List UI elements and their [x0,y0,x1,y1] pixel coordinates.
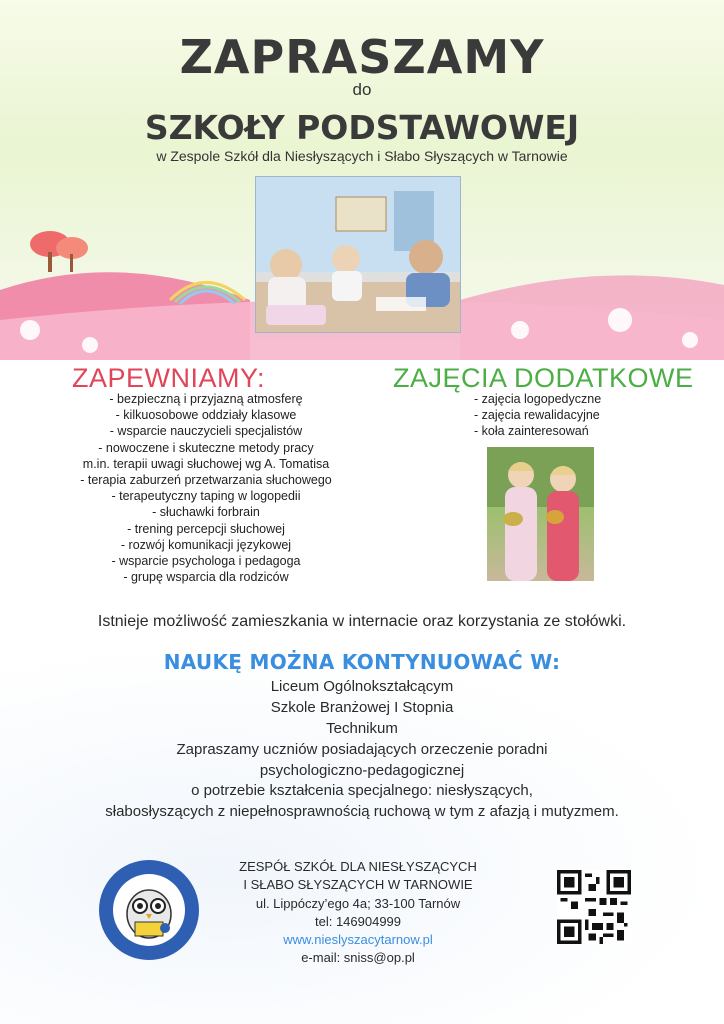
list-item: - rozwój komunikacji językowej [120,537,292,552]
tree-decoration [28,228,90,274]
list-item: m.in. terapii uwagi słuchowej wg A. Tomatisa [82,456,330,471]
invitation-text [70,740,654,822]
list-item: - terapeutyczny taping w logopedii [111,489,301,504]
children-photo [487,447,594,581]
school-subtitle: w Zespole Szkół dla Niesłyszących i Słabo Słyszących w Tarnowie [156,148,568,164]
extra-activities-list [474,391,674,440]
list-item: Szkole Branżowej I Stopnia [270,699,454,716]
website-link[interactable]: www.nieslyszacytarnow.pl [283,932,433,948]
list-item: - nowoczene i skuteczne metody pracy [98,440,314,455]
title-connector: do [352,80,372,99]
school-name-line: ZESPÓŁ SZKÓŁ DLA NIESŁYSZĄCYCH [239,859,477,874]
invitation-line: psychologiczno-pedagogicznej [259,761,465,779]
list-item: - wsparcie nauczycieli specjalistów [109,424,303,439]
guarantees-list [36,391,376,585]
invitation-line: słabosłyszących z niepełnosprawnością ruchową w tym z afazją i mutyzmem. [105,802,619,820]
classroom-photo [255,176,461,333]
lodging-info: Istnieje możliwość zamieszkania w internacie oraz korzystania ze stołówki. [97,613,627,630]
invitation-line: o potrzebie kształcenia specjalnego: niesłyszących, [191,782,533,799]
contact-block [228,858,488,968]
list-item: - grupę wsparcia dla rodziców [123,570,289,585]
list-item: - zajęcia logopedyczne [474,392,602,406]
school-name-line: I SŁABO SŁYSZĄCYCH W TARNOWIE [243,877,473,893]
list-item: - słuchawki forbrain [152,505,260,520]
guarantees-heading: ZAPEWNIAMY: [72,363,266,393]
list-item: Technikum [326,720,398,737]
continuation-list [0,676,724,739]
qr-code-icon [557,870,631,944]
list-item: - zajęcia rewalidacyjne [474,408,600,423]
school-owl-emblem-icon [97,858,201,962]
list-item: - bezpieczną i przyjazną atmosferę [109,392,303,406]
email[interactable]: e-mail: sniss@op.pl [301,950,415,966]
address: ul. Lippóczy’ego 4a; 33-100 Tarnów [255,895,461,911]
list-item: - kilkuosobowe oddziały klasowe [115,408,297,423]
continuation-heading: NAUKĘ MOŻNA KONTYNUOWAĆ W: [163,650,561,674]
list-item: - wsparcie psychologa i pedagoga [111,554,301,569]
phone: tel: 146904999 [314,913,402,929]
list-item: - terapia zaburzeń przetwarzania słuchowego [80,473,332,488]
extra-activities-heading: ZAJĘCIA DODATKOWE [393,363,694,393]
invitation-line: Zapraszamy uczniów posiadających orzeczenie poradni [176,741,548,758]
list-item: - koła zainteresowań [474,424,589,439]
list-item: - trening percepcji słuchowej [127,521,285,536]
poster-title: ZAPRASZAMY [179,30,545,84]
school-type-heading: SZKOŁY PODSTAWOWEJ [144,108,580,147]
list-item: Liceum Ogólnokształcącym [270,678,454,695]
